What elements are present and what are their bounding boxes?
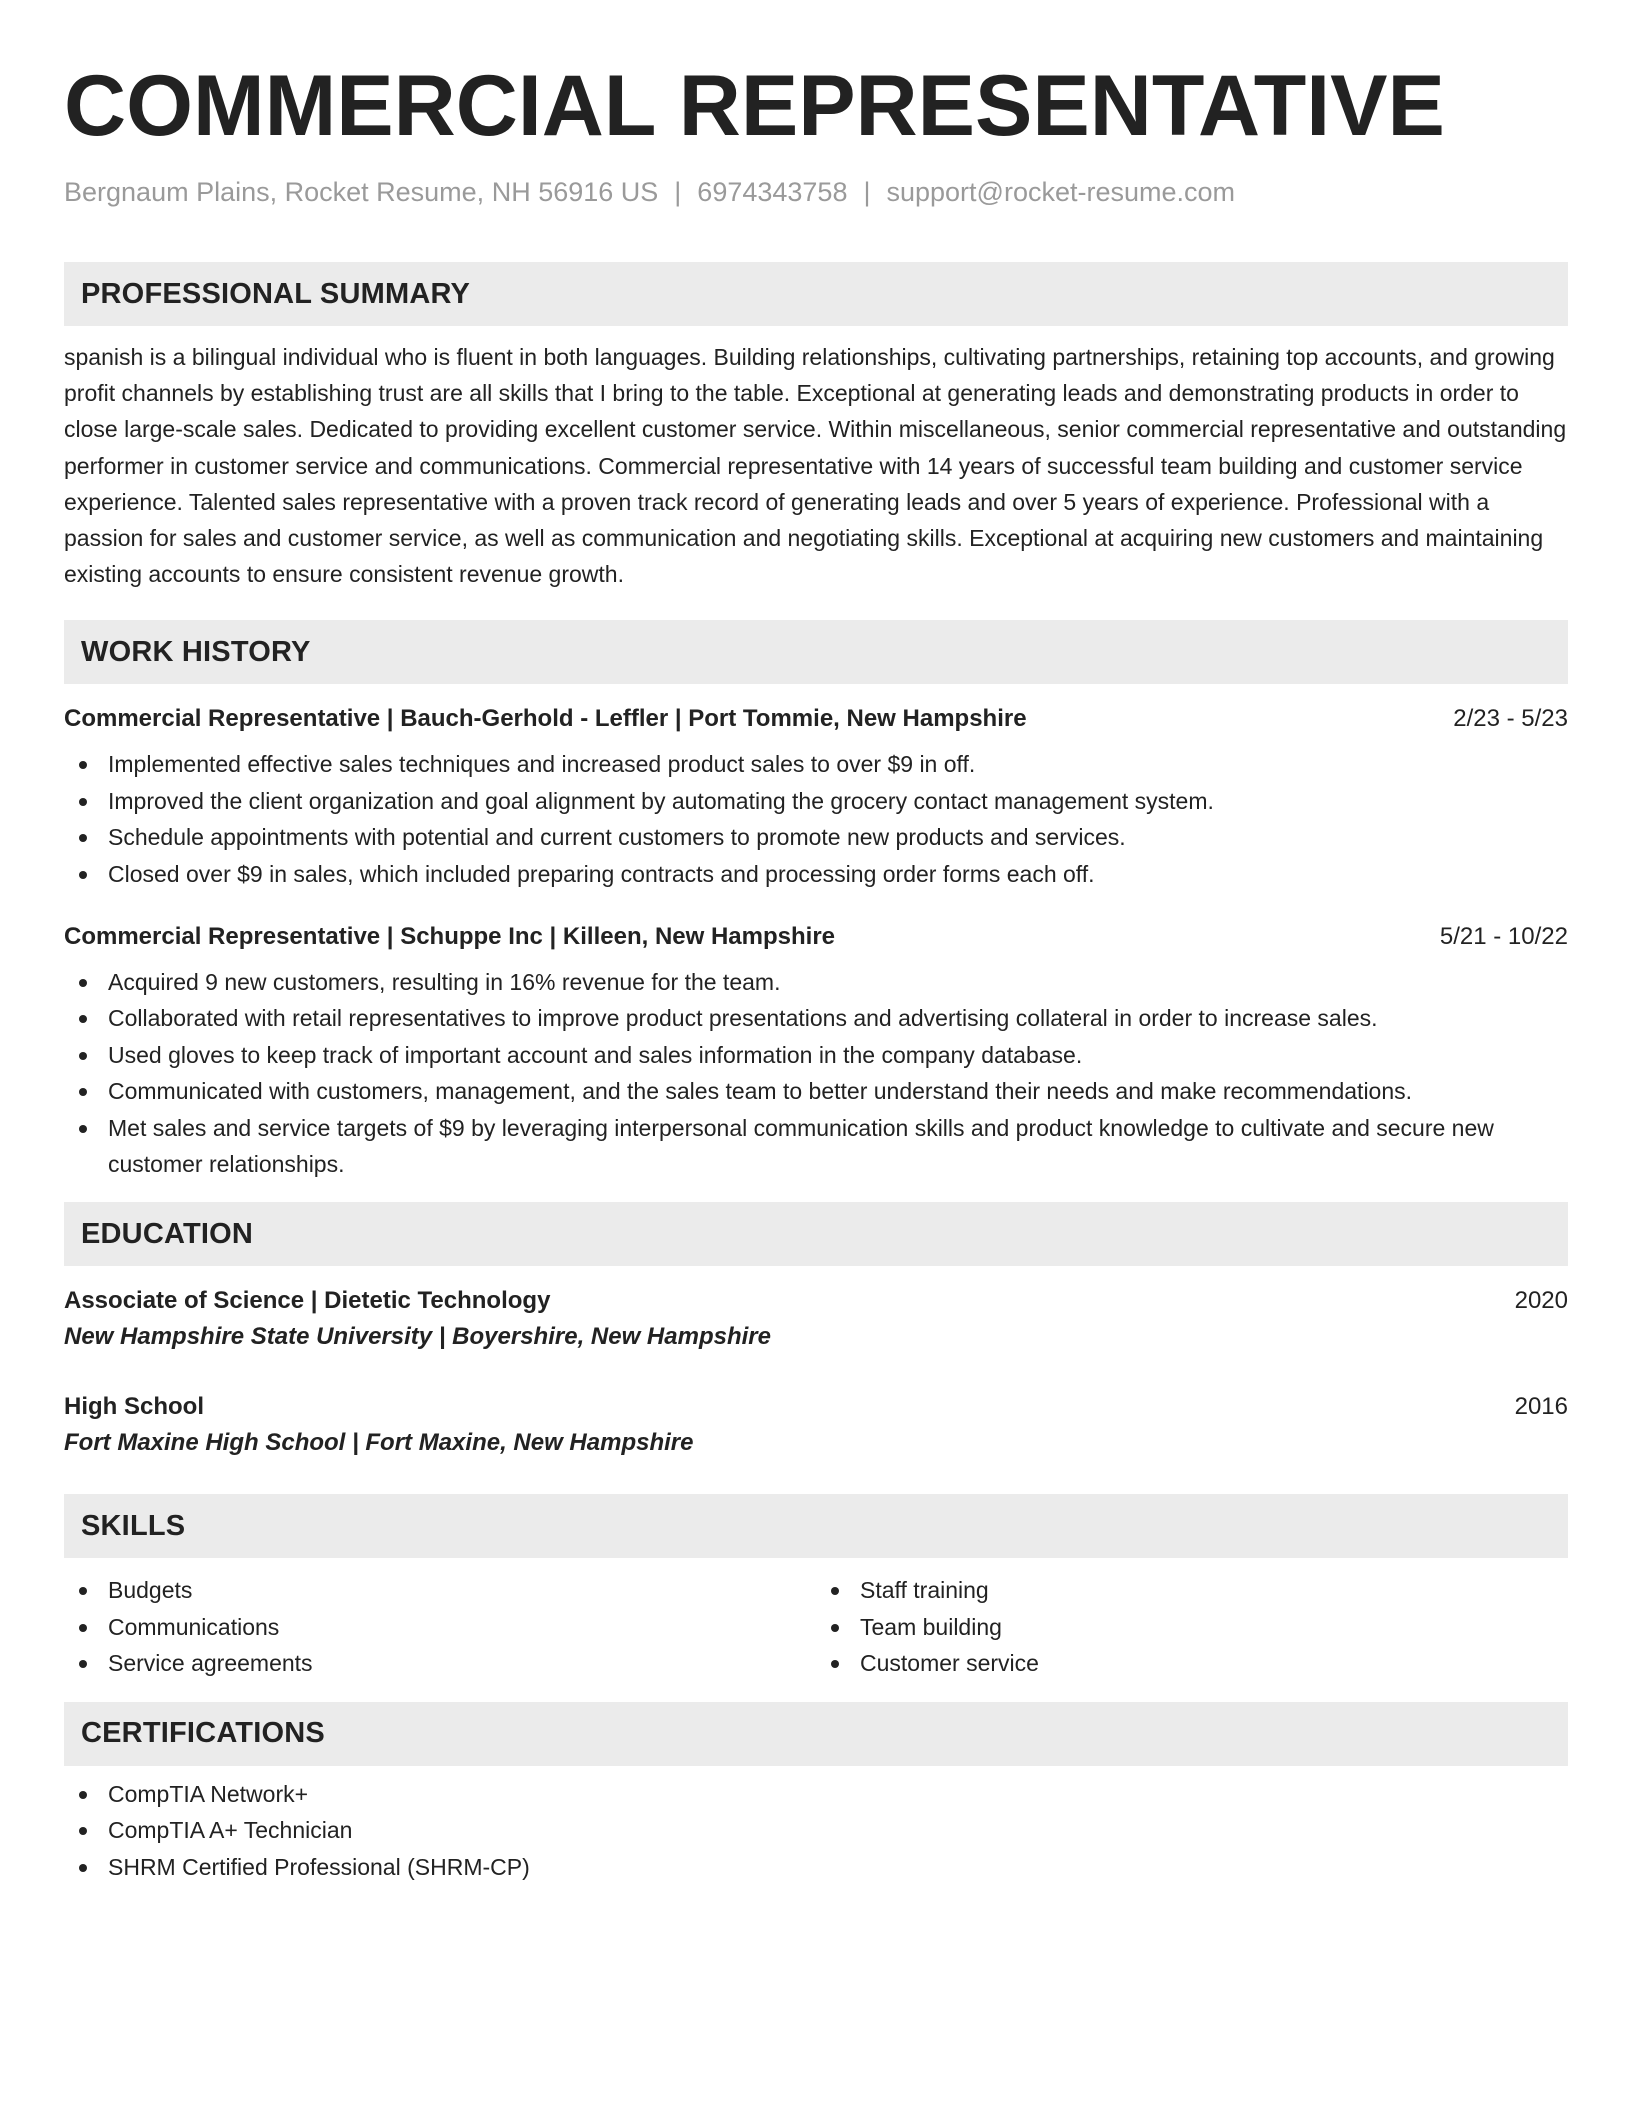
bullet-text: Schedule appointments with potential and current customers to promote new products and services. — [108, 824, 1126, 851]
job-dates: 2/23 - 5/23 — [1453, 705, 1568, 733]
list-item — [816, 1609, 1568, 1645]
bullet-dot-icon — [79, 761, 87, 769]
job-header — [64, 702, 1568, 736]
job-title: Commercial Representative | Bauch-Gerhold - Leffler | Port Tommie, New Hampshire — [64, 705, 1027, 733]
bullet-dot-icon — [79, 1624, 87, 1632]
list-item — [64, 783, 1568, 819]
section-header-work-history: WORK HISTORY — [64, 620, 1568, 684]
skill-text: Service agreements — [108, 1650, 313, 1677]
job-title: Commercial Representative | Schuppe Inc | Killeen, New Hampshire — [64, 923, 836, 951]
job-entry — [64, 702, 1568, 892]
certification-text: CompTIA Network+ — [108, 1780, 309, 1807]
certifications-list — [64, 1776, 1568, 1885]
contact-separator: | — [674, 177, 682, 207]
education-entry — [64, 1390, 1568, 1462]
education-header — [64, 1284, 1568, 1318]
list-item — [816, 1645, 1568, 1681]
list-item — [64, 1110, 1568, 1183]
education-degree: High School — [64, 1393, 204, 1421]
section-header-education: EDUCATION — [64, 1202, 1568, 1266]
list-item — [64, 746, 1568, 782]
list-item — [64, 819, 1568, 855]
skill-text: Staff training — [860, 1577, 989, 1604]
skill-text: Customer service — [860, 1650, 1039, 1677]
skill-text: Budgets — [108, 1577, 193, 1604]
skills-columns — [64, 1572, 1568, 1681]
bullet-dot-icon — [831, 1660, 839, 1668]
bullet-text: Implemented effective sales techniques and increased product sales to over $9 in off. — [108, 751, 976, 778]
bullet-dot-icon — [79, 1052, 87, 1060]
list-item — [64, 1609, 816, 1645]
list-item — [64, 1645, 816, 1681]
list-item — [64, 1812, 1568, 1848]
resume-name: COMMERCIAL REPRESENTATIVE — [64, 58, 1445, 154]
certification-text: CompTIA A+ Technician — [108, 1817, 353, 1844]
job-bullets — [64, 964, 1568, 1182]
list-item — [64, 1849, 1568, 1885]
list-item — [816, 1572, 1568, 1608]
bullet-text: Closed over $9 in sales, which included preparing contracts and processing order forms each off. — [108, 860, 1095, 887]
bullet-dot-icon — [79, 1125, 87, 1133]
list-item — [64, 1073, 1568, 1109]
contact-email: support@rocket-resume.com — [886, 177, 1236, 207]
list-item — [64, 856, 1568, 892]
bullet-dot-icon — [79, 834, 87, 842]
list-item — [64, 964, 1568, 1000]
bullet-dot-icon — [79, 1864, 87, 1872]
contact-separator: | — [863, 177, 871, 207]
education-year: 2016 — [1514, 1393, 1568, 1421]
bullet-dot-icon — [79, 1088, 87, 1096]
skills-list — [816, 1572, 1568, 1681]
education-entry — [64, 1284, 1568, 1356]
bullet-dot-icon — [831, 1587, 839, 1595]
bullet-dot-icon — [79, 871, 87, 879]
education-year: 2020 — [1514, 1287, 1568, 1315]
job-header — [64, 920, 1568, 954]
job-dates: 5/21 - 10/22 — [1439, 923, 1568, 951]
section-header-summary: PROFESSIONAL SUMMARY — [64, 262, 1568, 326]
bullet-dot-icon — [79, 1791, 87, 1799]
education-school: New Hampshire State University | Boyershire, New Hampshire — [64, 1323, 771, 1351]
bullet-text: Improved the client organization and goal alignment by automating the grocery contact management system. — [108, 787, 1214, 814]
section-header-skills: SKILLS — [64, 1494, 1568, 1558]
bullet-text: Communicated with customers, management, and the sales team to better understand their needs and make recommendations. — [108, 1078, 1413, 1105]
bullet-text: Acquired 9 new customers, resulting in 16% revenue for the team. — [108, 969, 781, 996]
contact-phone: 6974343758 — [697, 177, 848, 207]
certification-text: SHRM Certified Professional (SHRM-CP) — [108, 1853, 530, 1880]
job-entry — [64, 920, 1568, 1182]
bullet-dot-icon — [79, 1660, 87, 1668]
education-degree: Associate of Science | Dietetic Technology — [64, 1287, 551, 1315]
bullet-dot-icon — [79, 979, 87, 987]
education-school: Fort Maxine High School | Fort Maxine, New Hampshire — [64, 1429, 694, 1457]
bullet-dot-icon — [79, 1827, 87, 1835]
bullet-text: Used gloves to keep track of important account and sales information in the company database. — [108, 1041, 1083, 1068]
list-item — [64, 1776, 1568, 1812]
bullet-text: Met sales and service targets of $9 by leveraging interpersonal communication skills and product knowledge to cultivate and secure new customer relationships. — [108, 1114, 1494, 1178]
list-item — [64, 1000, 1568, 1036]
skill-text: Team building — [860, 1613, 1002, 1640]
summary-text: spanish is a bilingual individual who is fluent in both languages. Building relationships, cultivating partnerships, retaining top accounts, and growing profit channels by establishing trust are all skills that I bring to the table. Exceptional at generating leads and demonstrating products in order to close large-scale sales. Dedicated to providing excellent customer service. Within miscellaneous, senior commercial representative and outstanding performer in customer service and communications. Commercial representative with 14 years of successful team building and customer service experience. Talented sales representative with a proven track record of generating leads and over 5 years of experience. Professional with a passion for sales and customer service, as well as communication and negotiating skills. Exceptional at acquiring new customers and maintaining existing accounts to ensure consistent revenue growth. — [64, 344, 1567, 588]
list-item — [64, 1572, 816, 1608]
contact-address: Bergnaum Plains, Rocket Resume, NH 56916 US — [64, 177, 659, 207]
list-item — [64, 1037, 1568, 1073]
skills-list — [64, 1572, 816, 1681]
bullet-text: Collaborated with retail representatives to improve product presentations and advertising collateral in order to increase sales. — [108, 1005, 1378, 1032]
bullet-dot-icon — [79, 1587, 87, 1595]
skills-column-right — [816, 1572, 1568, 1681]
section-header-certifications: CERTIFICATIONS — [64, 1702, 1568, 1766]
bullet-dot-icon — [831, 1624, 839, 1632]
bullet-dot-icon — [79, 798, 87, 806]
education-header — [64, 1390, 1568, 1424]
contact-line — [64, 174, 1568, 210]
job-bullets — [64, 746, 1568, 892]
skill-text: Communications — [108, 1613, 280, 1640]
bullet-dot-icon — [79, 1015, 87, 1023]
skills-column-left — [64, 1572, 816, 1681]
